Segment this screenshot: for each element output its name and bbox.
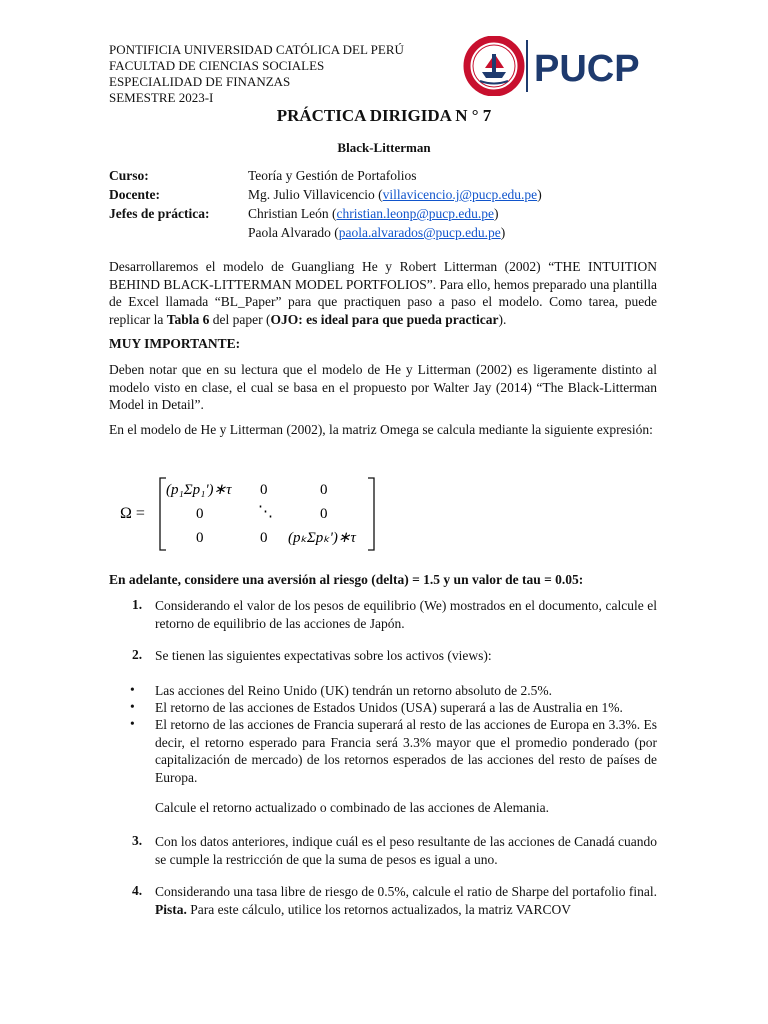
question-2-number: 2. [132,647,143,662]
question-4-number: 4. [132,883,143,898]
teacher-label: Docente: [109,187,160,202]
view-2: El retorno de las acciones de Estados Unidos (USA) superará a las de Australia en 1%. [155,700,623,715]
header-line-university: PONTIFICIA UNIVERSIDAD CATÓLICA DEL PERÚ [109,42,404,57]
question-2-calc: Calcule el retorno actualizado o combinado de las acciones de Alemania. [155,800,549,815]
teacher-email-link[interactable]: villavicencio.j@pucp.edu.pe [382,187,538,202]
assistant-row-1: Jefes de práctica: Christian León (christian.leonp@pucp.edu.pe) [109,206,499,221]
header-line-faculty: FACULTAD DE CIENCIAS SOCIALES [109,58,325,73]
question-1-text: Considerando el valor de los pesos de equilibrio (We) mostrados en el documento, calcule el retorno de equilibrio de las acciones de Japón. [155,598,657,631]
bullet-icon: • [130,682,135,697]
omega-paragraph: En el modelo de He y Litterman (2002), la matriz Omega se calcula mediante la siguiente expresión: [109,422,653,437]
header-line-specialty: ESPECIALIDAD DE FINANZAS [109,74,291,89]
header-line-semester: SEMESTRE 2023-I [109,90,214,105]
view-3: El retorno de las acciones de Francia superará al resto de las acciones de Europa en 3.3%. Es decir, el retorno esperado para Francia será 3.3% mayor que el promedio ponderado (por capitalización de mercado) de los retornos esperados de las acciones del resto de países de Europa. [155,717,657,785]
important-heading: MUY IMPORTANTE: [109,336,241,351]
page-title: PRÁCTICA DIRIGIDA N ° 7 [276,106,492,125]
bullet-icon: • [130,716,135,731]
pucp-seal-icon [462,36,662,96]
svg-text:Ω =: Ω = [120,505,145,522]
question-3-text: Con los datos anteriores, indique cuál es el peso resultante de las acciones de Canadá cuando se cumple la restricción de que la suma de pesos es igual a uno. [155,834,657,867]
assistants-label: Jefes de práctica: [109,206,210,221]
intro-paragraph: Desarrollaremos el modelo de Guangliang He y Robert Litterman (2002) “THE INTUITION BEHIND BLACK-LITTERMAN MODEL PORTFOLIOS”. Para ello, hemos preparado una plantilla de Excel llamada “BL_Paper” para que practiquen paso a paso el modelo. Como tarea, puede replicar la Tabla 6 del paper (OJO: es ideal para que pueda practicar). [109,259,657,327]
teacher-value: Mg. Julio Villavicencio ( [248,187,383,202]
question-4-text: Considerando una tasa libre de riesgo de 0.5%, calcule el ratio de Sharpe del portafolio final. Pista. Para este cálculo, utilice los retornos actualizados, la matriz VARCOV [155,884,657,917]
svg-text:0: 0 [260,482,268,498]
assistant-1-value: Christian León ( [248,206,337,221]
svg-text:0: 0 [196,530,204,546]
assumptions-line: En adelante, considere una aversión al riesgo (delta) = 1.5 y un valor de tau = 0.05: [109,572,584,587]
svg-text:0: 0 [196,506,204,522]
institution-header [109,42,404,106]
assistant-row-2: Paola Alvarado (paola.alvarados@pucp.edu.pe) [248,225,506,240]
course-label: Curso: [109,168,149,183]
assistant-2-value: Paola Alvarado ( [248,225,339,240]
assistant-2-email-link[interactable]: paola.alvarados@pucp.edu.pe [338,225,501,240]
view-1: Las acciones del Reino Unido (UK) tendrán un retorno absoluto de 2.5%. [155,683,553,698]
teacher-row: Docente: Mg. Julio Villavicencio (villavicencio.j@pucp.edu.pe) [109,187,542,202]
svg-text:⋱: ⋱ [258,504,273,520]
svg-text:0: 0 [320,506,328,522]
page-subtitle: Black-Litterman [337,140,431,155]
course-info [109,166,542,242]
bullet-icon: • [130,699,135,714]
question-2-text: Se tienen las siguientes expectativas sobre los activos (views): [155,648,492,663]
pucp-logo-text: PUCP [534,48,640,90]
question-3-number: 3. [132,833,143,848]
svg-text:(p₁Σp₁')∗τ: (p₁Σp₁')∗τ [166,482,232,498]
course-value: Teoría y Gestión de Portafolios [248,168,417,183]
pucp-logo [462,36,662,96]
assistant-1-email-link[interactable]: christian.leonp@pucp.edu.pe [336,206,494,221]
question-1-number: 1. [132,597,143,612]
omega-formula-image [120,470,390,558]
difference-paragraph: Deben notar que en su lectura que el modelo de He y Litterman (2002) es ligeramente distinto al modelo visto en clase, el cual se basa en el propuesto por Walter Jay (2014) “The Black-Litterman Model in Detail”. [109,362,657,412]
course-row [109,166,542,185]
svg-text:0: 0 [260,530,268,546]
svg-text:0: 0 [320,482,328,498]
svg-text:(pₖΣpₖ')∗τ: (pₖΣpₖ')∗τ [288,530,356,546]
